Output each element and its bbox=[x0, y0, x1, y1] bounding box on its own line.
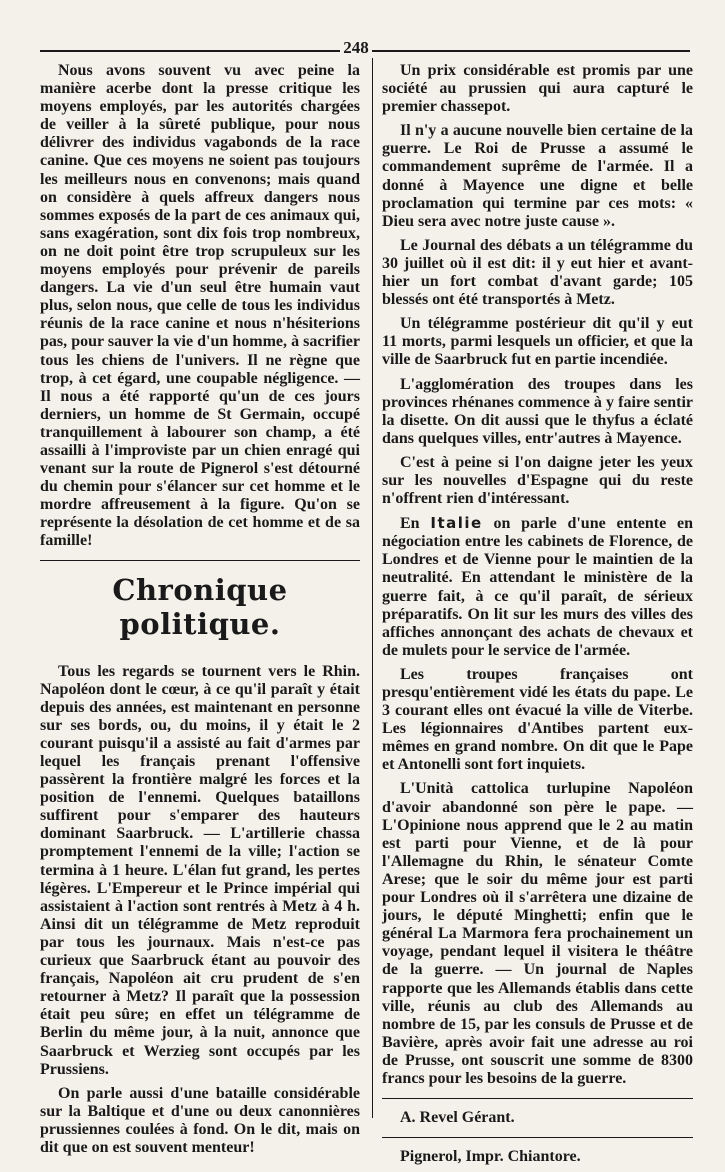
italy-text: on parle d'une entente en négociation entre les cabinets de Florence, de Londres et de Vienne pour le maintien de la neutralité. En attendant le ministère de la guerre fait, à ce qu'il paraît, de sérieux préparatifs. On lit sur les murs des villes des affiches annonçant des achats de chevaux et de mulets pour le service de l'armée. bbox=[382, 515, 694, 659]
italy-prefix: En bbox=[400, 515, 420, 533]
left-column bbox=[40, 62, 360, 1163]
news-paragraph: L'Unità cattolica turlupine Napoléon d'avoir abandonné son père le pape. — L'Opinione nous apprend que le 2 au matin est parti pour Vienne, et de là pour l'Allemagne du Rhin, le sénateur Comte Arese; que le soir du même jour est parti pour Londres où il s'arrêtera une dizaine de jours, le député Minghetti; enfin que le général La Marmora fera prochainement un voyage, pendant lequel il visitera le théâtre de la guerre. — Un journal de Naples rapporte que les Allemands établis dans cette ville, réunis au club des Allemands au nombre de 15, par les consuls de Prusse et de Bavière, après avoir fait une adresse au roi de Prusse, ont souscrit une somme de 8300 francs pour les besoins de la guerre. bbox=[382, 780, 693, 1087]
signature-rule bbox=[382, 1098, 693, 1099]
news-paragraph: Un prix considérable est promis par une société au prussien qui aura capturé le premier chassepot. bbox=[382, 62, 693, 116]
section-title: Chronique politique. bbox=[112, 572, 288, 641]
article-rhine: Tous les regards se tournent vers le Rhin. Napoléon dont le cœur, à ce qu'il paraît y était depuis des années, est maintenant en personne sur ses bords, ou, du moins, il y était le 2 courant puisqu'il a assisté au fait d'armes par lequel les français prenant l'offensive passèrent la frontière malgré les forces et la position de l'ennemi. Quelques bataillons suffirent pour s'emparer des hauteurs dominant Saarbruck. — L'artillerie chassa promptement l'ennemi de la ville; l'action se termina à 1 heure. L'élan fut grand, les pertes légères. L'Empereur et le Prince impérial qui assistaient à l'action sont rentrés à Metz à 4 h. Ainsi dit un télégramme de Metz reproduit par tous les journaux. Mais n'est-ce pas curieux que Saarbruck étant au pouvoir des français, Napoléon ait cru prudent de s'en retourner à Metz? Il paraît que la possession était peu sûre; en effet un télégramme de Berlin du même jour, à la nuit, annonce que Saarbruck et Werzieg sont occupés par les Prussiens. bbox=[40, 662, 360, 1078]
news-paragraph-italy bbox=[382, 514, 693, 660]
page-number: 248 bbox=[343, 38, 369, 57]
header-rule-left bbox=[40, 50, 340, 52]
printer-imprint: Pignerol, Impr. Chiantore. bbox=[400, 1148, 581, 1166]
column-divider bbox=[372, 58, 373, 1118]
news-paragraph: Les troupes françaises ont presqu'entièrement vidé les états du pape. Le 3 courant elles ont évacué la ville de Viterbe. Les légionnaires d'Antibes partent eux-mêmes en grand nombre. On dit que le Pape et Antonelli sont fort inquiets. bbox=[382, 665, 693, 774]
news-paragraph: L'agglomération des troupes dans les provinces rhénanes commence à y faire sentir la disette. On dit aussi que le thyfus a éclaté dans quelques villes, entr'autres à Mayence. bbox=[382, 375, 693, 447]
signature: A. Revel Gérant. bbox=[400, 1109, 515, 1127]
section-rule bbox=[40, 560, 360, 561]
news-paragraph: C'est à peine si l'on daigne jeter les yeux sur les nouvelles d'Espagne qui du reste n'offrent rien d'intéressant. bbox=[382, 453, 693, 508]
article-baltic: On parle aussi d'une bataille considérable sur la Baltique et d'une ou deux canonnières prussiennes coulées à fond. On le dit, mais on dit que on est souvent menteur! bbox=[40, 1084, 360, 1156]
right-column bbox=[382, 62, 693, 1172]
header-rule-right bbox=[372, 50, 690, 52]
italy-lead: Italie bbox=[430, 514, 483, 533]
article-stray-dogs: Nous avons souvent vu avec peine la manière acerbe dont la presse critique les moyens employés, par les autorités chargées de veiller à la sûreté publique, pour nous délivrer des individus vagabonds de la race canine. Que ces moyens ne soient pas toujours les meilleurs nous en convenons; mais quand on considère à quels affreux dangers nous sommes exposés de la part de ces animaux qui, sans exagération, sont dix fois trop nombreux, on ne doit point être trop scrupuleux sur les moyens employés pour prévenir de pareils dangers. La vie d'un seul être humain vaut plus, selon nous, que celle de tous les individus réunis de la race canine et nous n'hésiterions pas, pour sauver la vie d'un homme, à sacrifier tous les chiens de l'univers. Il ne règne que trop, à cet égard, une coupable négligence. — Il nous a été rapporté qu'un de ces jours derniers, un homme de St Germain, occupé tranquillement à labourer son champ, a été assailli à l'improviste par un chien enragé qui venant sur la route de Pignerol s'est détourné du chemin pour s'élancer sur cet homme et le mordre affreusement à la figure. Qu'on se représente la désolation de cet homme et de sa famille! bbox=[40, 62, 360, 550]
news-paragraph: Il n'y a aucune nouvelle bien certaine de la guerre. Le Roi de Prusse a assumé le commandement suprême de l'armée. Il a donné à Mayence une digne et belle proclamation qui termine par ces mots: « Dieu sera avec notre juste cause ». bbox=[382, 122, 693, 230]
news-paragraph: Un télégramme postérieur dit qu'il y eut 11 morts, parmi lesquels un officier, et que la ville de Saarbruck fut en partie incendiée. bbox=[382, 315, 693, 369]
printer-rule bbox=[382, 1137, 693, 1138]
news-paragraph: Le Journal des débats a un télégramme du 30 juillet où il est dit: il y eut hier et avant-hier un fort combat d'avant garde; 105 blessés ont été transportés à Metz. bbox=[382, 236, 693, 309]
